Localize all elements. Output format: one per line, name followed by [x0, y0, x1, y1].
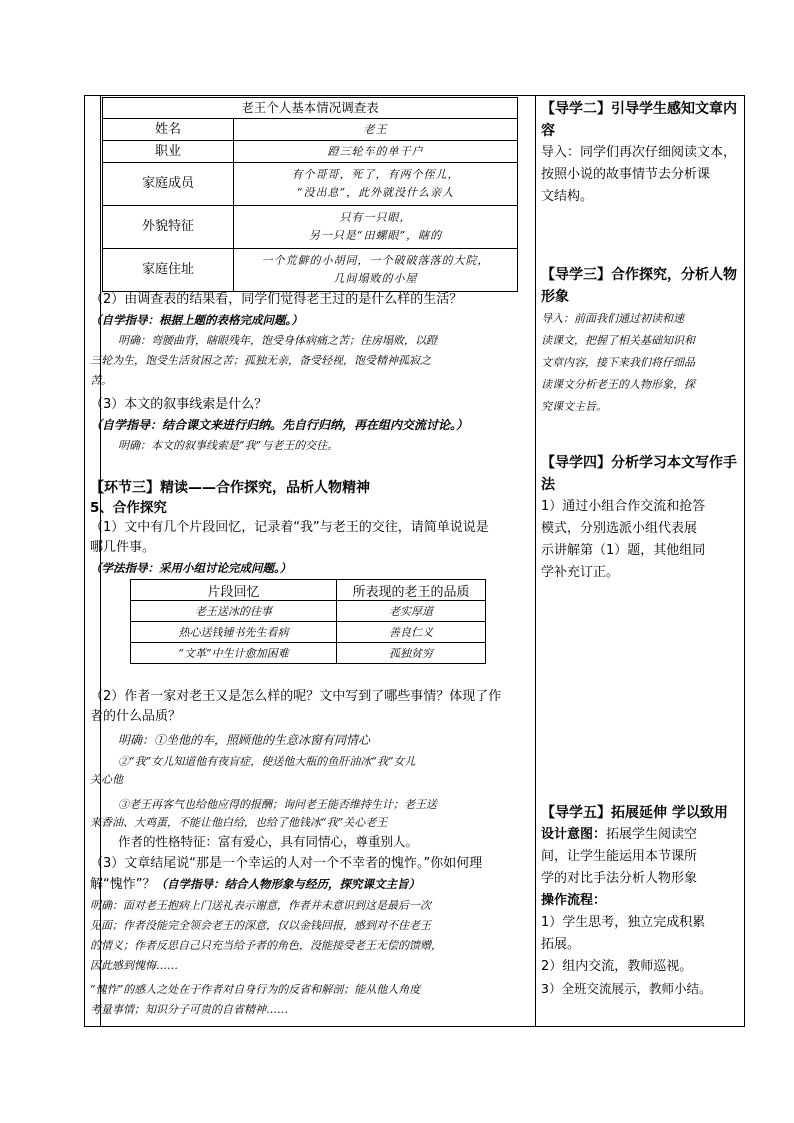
survey-value-job: 蹬三轮车的单干户	[234, 141, 518, 163]
question-3: （3）本文的叙事线索是什么？	[90, 397, 268, 412]
survey-label-appearance: 外貌特征	[103, 206, 234, 249]
fragment-row3-quality: 孤独贫穷	[337, 643, 486, 664]
survey-value-name: 老王	[234, 119, 518, 141]
guide-5-title: 【导学五】拓展延伸 学以致用	[541, 805, 728, 821]
guide-4-line4: 学补充订正。	[541, 565, 620, 580]
guide-4-line2: 模式，分别选派小组代表展	[541, 521, 698, 536]
guide-5-flow-label: 操作流程：	[541, 893, 607, 908]
survey-label-family: 家庭成员	[103, 163, 234, 206]
answer-4-line2: 见面；作者没能完全领会老王的深意，仅以金钱回报，感到对不住老王	[90, 919, 431, 932]
fragment-header-memory: 片段回忆	[131, 580, 337, 601]
fragment-table	[130, 579, 486, 664]
guide-5-flow-line2: 拓展。	[541, 937, 581, 952]
guide-4-title: 【导学四】分析学习本文写作手法	[541, 455, 737, 493]
question-2b-line2: 者的什么品质？	[90, 709, 182, 724]
fragment-row1-memory: 老王送冰的往事	[131, 601, 337, 622]
guide-3-line5: 究课文主旨。	[541, 400, 607, 413]
answer-3-line2b: 关心他	[90, 773, 123, 786]
column-divider	[535, 95, 536, 1027]
answer-4-line3: 的情义；作者反思自己只充当给予者的角色，没能接受老王无偿的馈赠，	[90, 939, 442, 952]
guide-3-line1: 导入：前面我们通过初读和速	[541, 312, 684, 325]
answer-3-line2a: ②“我”女儿知道他有夜盲症，使送他大瓶的鱼肝油冰“我”女儿	[118, 755, 416, 768]
guide-3-line2: 读课文，把握了相关基础知识和	[541, 334, 695, 347]
study-guide-2: （自学指导：结合课文来进行归纳。先自行归纳，再在组内交流讨论。）	[90, 418, 469, 432]
survey-value-appearance-line1: 只有一只眼，	[339, 211, 412, 224]
answer-1-line2: 三轮为生，饱受生活贫困之苦；孤独无亲，备受轻视，饱受精神孤寂之	[90, 354, 431, 367]
guide-2-line2: 按照小说的故事情节去分析课	[541, 167, 711, 182]
question-1-line1: （1）文中有几个片段回忆，记录着“我”与老王的交往，请简单说说是	[90, 520, 489, 535]
guide-4-block	[541, 452, 741, 584]
guide-3-line3: 文章内容，接下来我们将仔细品	[541, 356, 695, 369]
study-guide-4: （自学指导：结合人物形象与经历，探究课文主旨）	[155, 877, 420, 891]
answer-1-line1: 明确：弯腰曲背，瞎眼残年，饱受身体病痛之苦；住房塌败，以蹬	[118, 334, 437, 347]
survey-value-family	[234, 163, 518, 206]
guide-5-design-line1: 拓展学生阅读空	[606, 827, 698, 842]
question-2b-line1: （2）作者一家对老王又是怎么样的呢？文中写到了哪些事情？体现了作	[90, 689, 502, 704]
survey-value-family-line1: 有个哥哥，死了，有两个侄儿，	[291, 168, 460, 181]
survey-label-name: 姓名	[103, 119, 234, 141]
answer-3-line3b: 来香油、大鸡蛋，不能让他白给，也给了他钱冰“我”关心老王	[90, 816, 388, 829]
answer-3-character: 作者的性格特征：富有爱心，具有同情心，尊重别人。	[118, 834, 419, 849]
survey-value-address-line2: 几间塌败的小屋	[333, 272, 418, 285]
study-guide-3: （学法指导：采用小组讨论完成问题。）	[90, 561, 292, 575]
question-1-line2: 哪几件事。	[90, 540, 156, 555]
guide-5-block	[541, 802, 741, 1000]
guide-2-title: 【导学二】引导学生感知文章内容	[541, 101, 737, 139]
guide-5-flow-line4: 3）全班交流展示，教师小结。	[541, 981, 712, 996]
survey-label-address: 家庭住址	[103, 249, 234, 292]
answer-4-line5: “愧怍”的感人之处在于作者对自身行为的反省和解剖；能从他人角度	[90, 983, 421, 996]
guide-5-design	[541, 824, 741, 846]
question-3b-line2	[90, 874, 420, 895]
fragment-row2-memory: 热心送钱锺书先生看病	[131, 622, 337, 643]
survey-value-appearance-line2: 另一只是“田螺眼”，瞎的	[308, 229, 443, 242]
study-guide-1: （自学指导：根据上题的表格完成问题。）	[90, 313, 303, 327]
fragment-row2-quality: 善良仁义	[337, 622, 486, 643]
answer-4-line1: 明确：面对老王抱病上门送礼表示谢意，作者并未意识到这是最后一次	[90, 899, 431, 912]
guide-4-line3: 示讲解第（1）题，其他组同	[541, 543, 706, 558]
guide-5-design-line2: 间，让学生能运用本节课所	[541, 849, 698, 864]
question-3b-line1: （3）文章结尾说“那是一个幸运的人对一个不幸者的愧怍。”你如何理	[90, 856, 483, 871]
answer-3-line3a: ③老王再客气也给他应得的报酬；询问老王能否维持生计；老王送	[118, 798, 437, 811]
guide-2-line3: 文结构。	[541, 189, 594, 204]
fragment-row1-quality: 老实厚道	[337, 601, 486, 622]
guide-2-block	[541, 98, 741, 208]
guide-5-design-label: 设计意图：	[541, 827, 607, 842]
answer-4-line6: 考量事情；知识分子可贵的自省精神……	[90, 1003, 288, 1016]
fragment-header-quality: 所表现的老王的品质	[337, 580, 486, 601]
item-5-title: 5、合作探究	[90, 500, 167, 516]
section-3-title: 【环节三】精读——合作探究，品析人物精神	[90, 480, 370, 496]
guide-5-flow-line3: 2）组内交流，教师巡视。	[541, 959, 693, 974]
question-3b-kuizuo: 解“愧怍”？	[90, 877, 156, 892]
guide-3-line4: 读课文分析老王的人物形象，探	[541, 378, 695, 391]
survey-value-address-line1: 一个荒僻的小胡同，一个破破落落的大院，	[261, 254, 490, 267]
survey-table	[102, 97, 518, 292]
survey-value-address	[234, 249, 518, 292]
survey-value-family-line2: “没出息”，此外就没什么亲人	[296, 186, 455, 199]
fragment-row3-memory: “文革”中生计愈加困难	[131, 643, 337, 664]
answer-4-line4: 因此感到愧悔……	[90, 959, 178, 972]
survey-value-appearance	[234, 206, 518, 249]
answer-2: 明确：本文的叙事线索是“我”与老王的交往。	[118, 439, 339, 452]
guide-5-flow-line1: 1）学生思考，独立完成积累	[541, 915, 706, 930]
guide-4-line1: 1）通过小组合作交流和抢答	[541, 499, 706, 514]
guide-3-block	[541, 264, 741, 418]
survey-label-job: 职业	[103, 141, 234, 163]
answer-1-line3: 苦。	[90, 374, 112, 387]
answer-3-line1: 明确：①坐他的车，照顾他的生意冰窗有同情心	[118, 733, 371, 747]
guide-2-line1: 导入：同学们再次仔细阅读文本，	[541, 145, 737, 160]
guide-3-title: 【导学三】合作探究，分析人物形象	[541, 267, 737, 305]
question-2: （2）由调查表的结果看，同学们觉得老王过的是什么样的生活？	[90, 292, 463, 307]
survey-title: 老王个人基本情况调查表	[103, 98, 518, 119]
guide-5-design-line3: 学的对比手法分析人物形象	[541, 871, 698, 886]
